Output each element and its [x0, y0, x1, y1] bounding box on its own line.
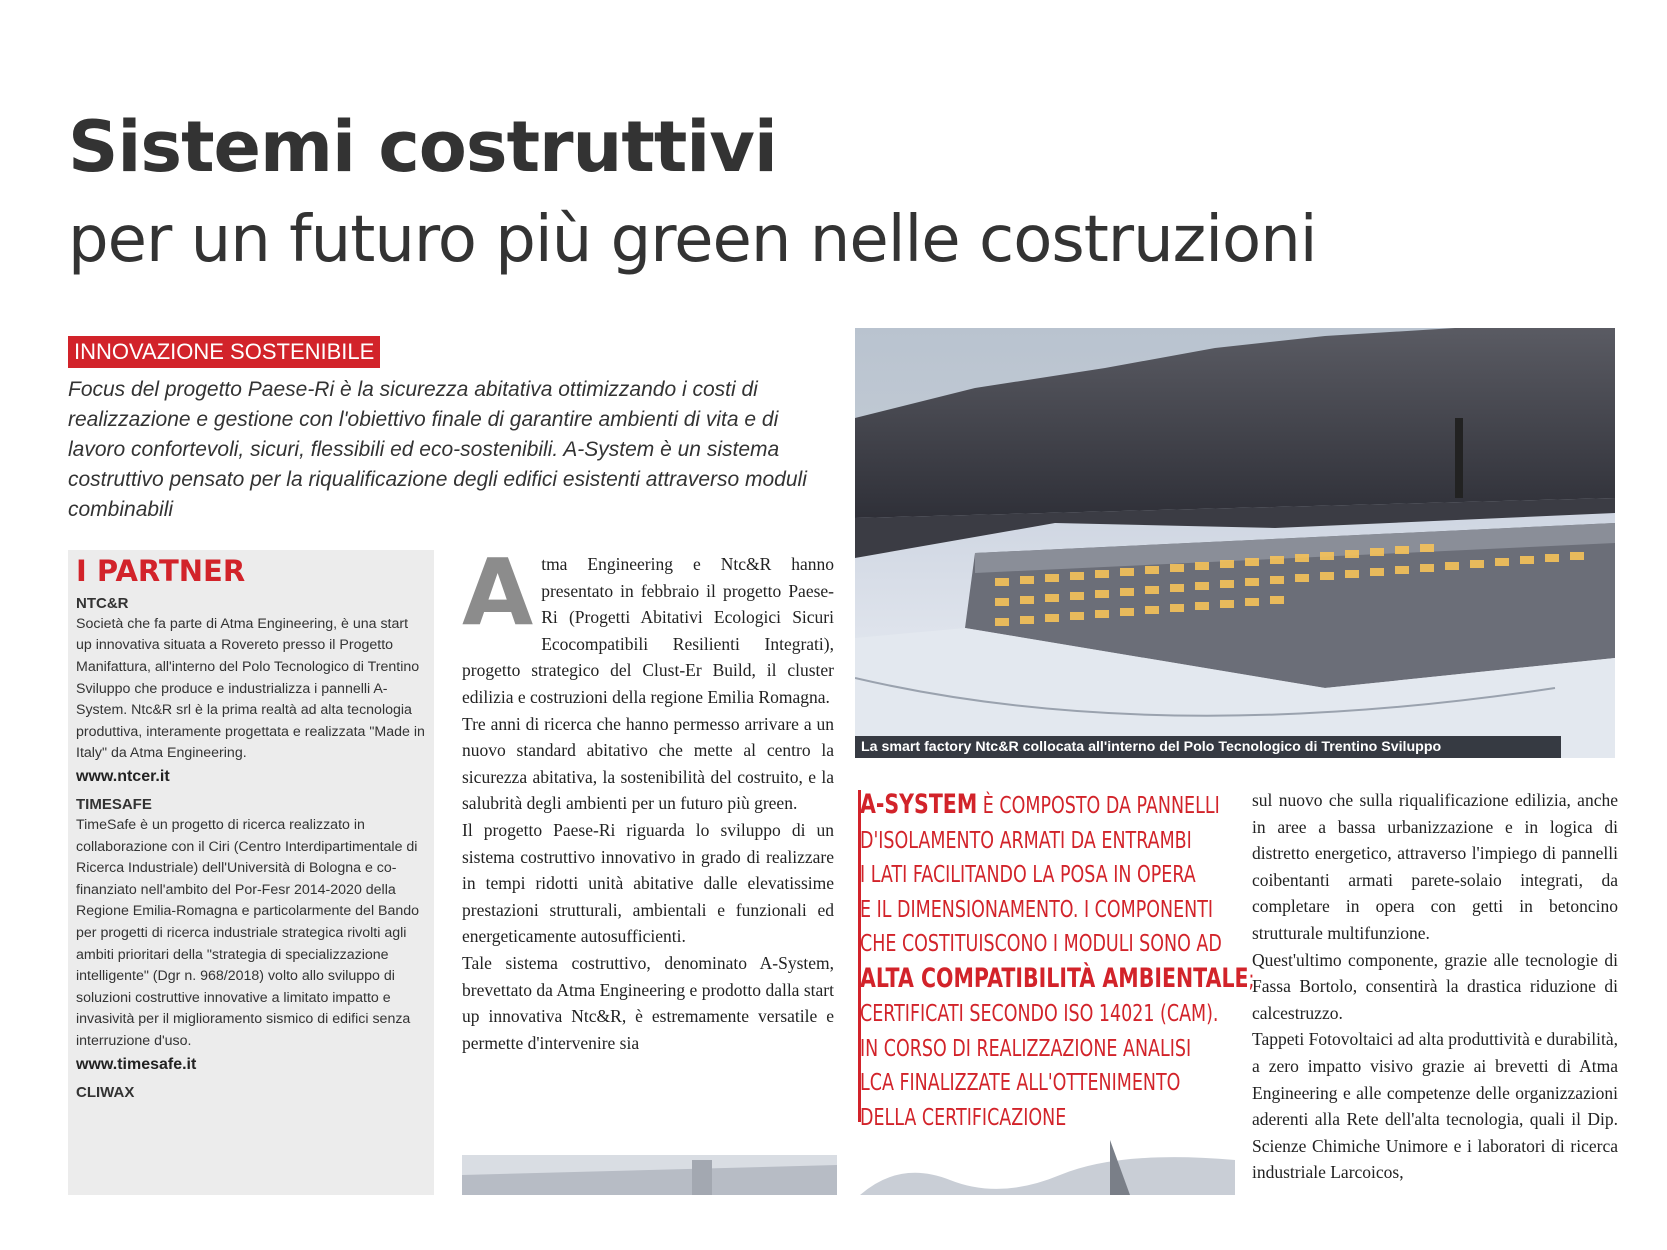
- body-paragraph: Il progetto Paese-Ri riguarda lo sviluppo di un sistema costruttivo innovativo in grado di realizzare in tempi ridotti unità abitative dalle elevatissime prestazioni strutturali, ambientali e funzionali ed energeticamente autosufficienti.: [462, 819, 834, 947]
- partner-item-cliwax: [76, 1083, 426, 1103]
- section-kicker: INNOVAZIONE SOSTENIBILE: [68, 336, 380, 368]
- factory-photo-illustration: [855, 328, 1615, 758]
- quote-line: LCA FINALIZZATE ALL'OTTENIMENTO: [860, 1070, 1181, 1096]
- body-paragraph: Tappeti Fotovoltaici ad alta produttività e durabilità, a zero impatto visivo grazie ai brevetti di Atma Engineering e alle competenze delle organizzazioni aderenti alla Rete dell'alta tecnologia, quali il Dip. Scienze Chimiche Unimore e i laboratori di ricerca industriale Larcoicos,: [1252, 1029, 1618, 1183]
- quote-line: I LATI FACILITANDO LA POSA IN OPERA: [860, 862, 1196, 888]
- partner-name: CLIWAX: [76, 1083, 135, 1101]
- partner-description: Società che fa parte di Atma Engineering, è una start up innovativa situata a Rovereto presso il Progetto Manifattura, all'interno del Polo Tecnologico di Trentino Sviluppo che produce e industrializza i pannelli A-System. Ntc&R srl è la prima realtà ad alta tecnologia produttiva, interamente progettata e realizzata "Made in Italy" da Atma Engineering.: [76, 615, 425, 762]
- quote-line: IN CORSO DI REALIZZAZIONE ANALISI: [860, 1035, 1192, 1062]
- drop-cap: A: [462, 539, 534, 646]
- quote-line: È COMPOSTO DA PANNELLI: [982, 793, 1220, 819]
- partner-link[interactable]: www.ntcer.it: [76, 768, 170, 786]
- body-column-1: [462, 539, 834, 1056]
- quote-highlight: ALTA COMPATIBILITÀ AMBIENTALE: [860, 962, 1249, 994]
- quote-line: CHE COSTITUISCONO I MODULI SONO AD: [860, 931, 1222, 957]
- partner-item-timesafe: [76, 795, 426, 1077]
- body-paragraph: Tale sistema costruttivo, denominato A-System, brevettato da Atma Engineering e prodotto dalla start up innovativa Ntc&R, è estremamente versatile e permette d'intervenire sia: [462, 952, 834, 1053]
- body-paragraph: Quest'ultimo componente, grazie alle tecnologie di Fassa Bortolo, consentirà la drastica riduzione di calcestruzzo.: [1252, 949, 1618, 1023]
- photo-caption: La smart factory Ntc&R collocata all'interno del Polo Tecnologico di Trentino Sviluppo: [855, 736, 1561, 758]
- bottom-photo-strip: [462, 1155, 837, 1195]
- quote-highlight-tail: ;: [1248, 966, 1255, 993]
- factory-photo: [855, 328, 1615, 758]
- quote-line: E IL DIMENSIONAMENTO. I COMPONENTI: [860, 896, 1214, 923]
- partner-item-ntcr: [76, 594, 426, 789]
- partner-description: TimeSafe è un progetto di ricerca realizzato in collaborazione con il Ciri (Centro Interdipartimentale di Ricerca Industriale) dell'Università di Bologna e co-finanziato nell'ambito del Por-Fesr 2014-2020 della Regione Emilia-Romagna e particolarmente del Bando per progetti di ricerca industriale strategica rivolti agli ambiti prioritari della "strategia di specializzazione intelligente" (Dgr n. 968/2018) volto allo sviluppo di soluzioni costruttive innovative a limitato impatto e invasività per il miglioramento sismico di edifici senza interruzione d'uso.: [76, 817, 420, 1049]
- partner-box: [68, 550, 434, 1195]
- quote-line: DELLA CERTIFICAZIONE: [860, 1104, 1067, 1131]
- intro-paragraph: Focus del progetto Paese-Ri è la sicurezza abitativa ottimizzando i costi di realizzazione e gestione con l'obiettivo finale di garantire ambienti di vita e di lavoro confortevoli, sicuri, flessibili ed eco-sostenibili. A-System è un sistema costruttivo pensato per la riqualificazione degli edifici esistenti attraverso moduli combinabili: [68, 378, 807, 521]
- body-column-3: [1252, 787, 1618, 1186]
- quote-line: CERTIFICATI SECONDO ISO 14021 (CAM).: [860, 1001, 1219, 1027]
- headline-line1: Sistemi costruttivi: [68, 106, 777, 188]
- body-paragraph: tma Engineering e Ntc&R hanno presentato in febbraio il progetto Paese-Ri (Progetti Abitativi Ecologici Sicuri Ecocompatibili Resilienti Integrati), progetto strategico del Clust-Er Build, il cluster edilizia e costruzioni della regione Emilia Romagna.: [462, 554, 834, 707]
- partner-link[interactable]: www.timesafe.it: [76, 1055, 197, 1073]
- quote-lead: A-SYSTEM: [860, 789, 978, 820]
- body-paragraph: Tre anni di ricerca che hanno permesso arrivare a un nuovo standard abitativo che mette al centro la sicurezza abitativa, la sostenibilità del costruito, e la salubrità degli ambienti per un futuro più green.: [462, 713, 834, 814]
- bottom-photo-strip: [860, 1140, 1235, 1195]
- partner-name: TIMESAFE: [76, 796, 152, 814]
- pull-quote: [860, 788, 1255, 1135]
- body-paragraph: sul nuovo che sulla riqualificazione edilizia, anche in aree a bassa urbanizzazione e in logica di distretto energetico, attraverso l'impiego di pannelli coibentanti armati parete-solaio integrati, da completare in opera con getti in betoncino strutturale multifunzione.: [1252, 790, 1618, 943]
- partner-heading: I PARTNER: [76, 554, 246, 588]
- partner-name: NTC&R: [76, 594, 129, 612]
- headline-line2: per un futuro più green nelle costruzioni: [68, 203, 1317, 277]
- quote-line: D'ISOLAMENTO ARMATI DA ENTRAMBI: [860, 827, 1192, 854]
